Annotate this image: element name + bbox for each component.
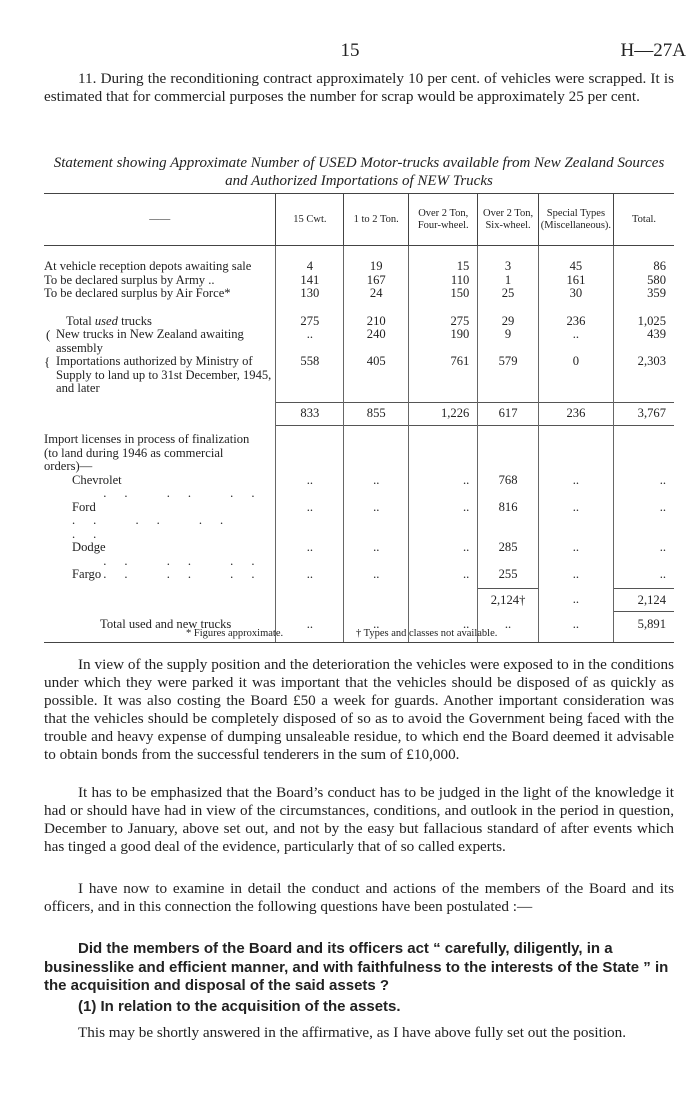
table-row: To be declared surplus by Army .. 141 167 110 1 161 580	[44, 274, 674, 288]
table-header-row	[44, 194, 674, 246]
col-header-over2-six: Over 2 Ton, Six-wheel.	[478, 194, 538, 246]
brace-glyph: {	[44, 354, 51, 369]
paragraph-supply-position: In view of the supply position and the deterioration the vehicles were exposed to in the conditions under which they were parked it was important that the vehicles should be disposed of as quickly as possible. It was also costing the Board £50 a week for guards. Another important consideration was that the vehicles should be completely disposed of so as to avoid the Government being faced with the trouble and heavy expense of dumping unsaleable residue, to which end the Board deemed it advisable to obtain bonds from the successful tenderers in the sum of £10,000.	[44, 656, 674, 763]
question-heading: Did the members of the Board and its officers act “ carefully, diligently, in a businesslike and efficient manner, and with faithfulness to the interests of the State ” in the acquisition and disposal of the said assets ?	[44, 940, 669, 994]
trucks-table	[44, 193, 674, 643]
table-row-subtotal: 833 855 1,226 617 236 3,767	[44, 402, 674, 425]
col-header-over2-four: Over 2 Ton, Four-wheel.	[409, 194, 478, 246]
document-reference: H—27A	[620, 40, 686, 61]
paragraph-board-conduct: It has to be emphasized that the Board’s conduct has to be judged in the light of the knowledge it had or should have had in view of the circumstances, conditions, and outlook in the period in question, December to January, above set out, and not by the easy but fallacious standard of after events which has tinged a good deal of the evidence, particularly that of so called experts.	[44, 784, 674, 855]
table-row: Chevrolet .. .. .. .. .. .. 768 .. ..	[44, 474, 674, 501]
table-row: To be declared surplus by Air Force* 130 24 150 25 30 359	[44, 287, 674, 301]
brace-glyph: (	[46, 327, 51, 342]
table-row: Import licenses in process of finalization (to land during 1946 as commercial orders)—	[44, 433, 674, 474]
page-number: 15	[340, 40, 360, 61]
table-row: At vehicle reception depots awaiting sale 4 19 15 3 45 86	[44, 260, 674, 274]
footnote-approximate: * Figures approximate.	[186, 628, 284, 639]
footnote-types: † Types and classes not available.	[356, 628, 498, 639]
table-row: Dodge .. .. .. .. .. .. 285 .. ..	[44, 541, 674, 568]
col-header-15cwt: 15 Cwt.	[276, 194, 344, 246]
paragraph-final: This may be shortly answered in the affirmative, as I have above fully set out the position.	[78, 1024, 627, 1041]
table-row-license-total: 2,124† .. 2,124	[44, 588, 674, 612]
table-row-grand-total: Total used and new trucks .. .. .. .. .. 5,891	[44, 618, 674, 643]
table-row: Fargo .. .. .. .. .. .. 255 .. ..	[44, 568, 674, 582]
table-row: Ford .. .. .. .. .. .. .. 816 .. ..	[44, 501, 674, 542]
col-header-label: ——	[44, 194, 276, 246]
paragraph-examine: I have now to examine in detail the conduct and actions of the members of the Board and its officers, and in this connection the following questions have been postulated :—	[44, 880, 674, 915]
table-row-total-used: Total used trucks 275 210 275 29 236 1,025	[44, 315, 674, 329]
col-header-1to2ton: 1 to 2 Ton.	[344, 194, 409, 246]
table-row: ( New trucks in New Zealand awaiting assembly .. 240 190 9 .. 439	[44, 328, 674, 355]
subheading-acquisition: (1) In relation to the acquisition of the assets.	[78, 998, 401, 1015]
col-header-special: Special Types (Miscellaneous).	[538, 194, 613, 246]
table-row: { Importations authorized by Ministry of Supply to land up to 31st December, 1945, and later 558 405 761 579 0 2,303	[44, 355, 674, 396]
table-caption: Statement showing Approximate Number of USED Motor-trucks available from New Zealand Sources and Authorized Importations of NEW Trucks	[53, 155, 665, 189]
paragraph-11: 11. During the reconditioning contract approximately 10 per cent. of vehicles were scrapped. It is estimated that for commercial purposes the number for scrap would be approximately 25 per cent.	[44, 70, 674, 105]
col-header-total: Total.	[614, 194, 674, 246]
